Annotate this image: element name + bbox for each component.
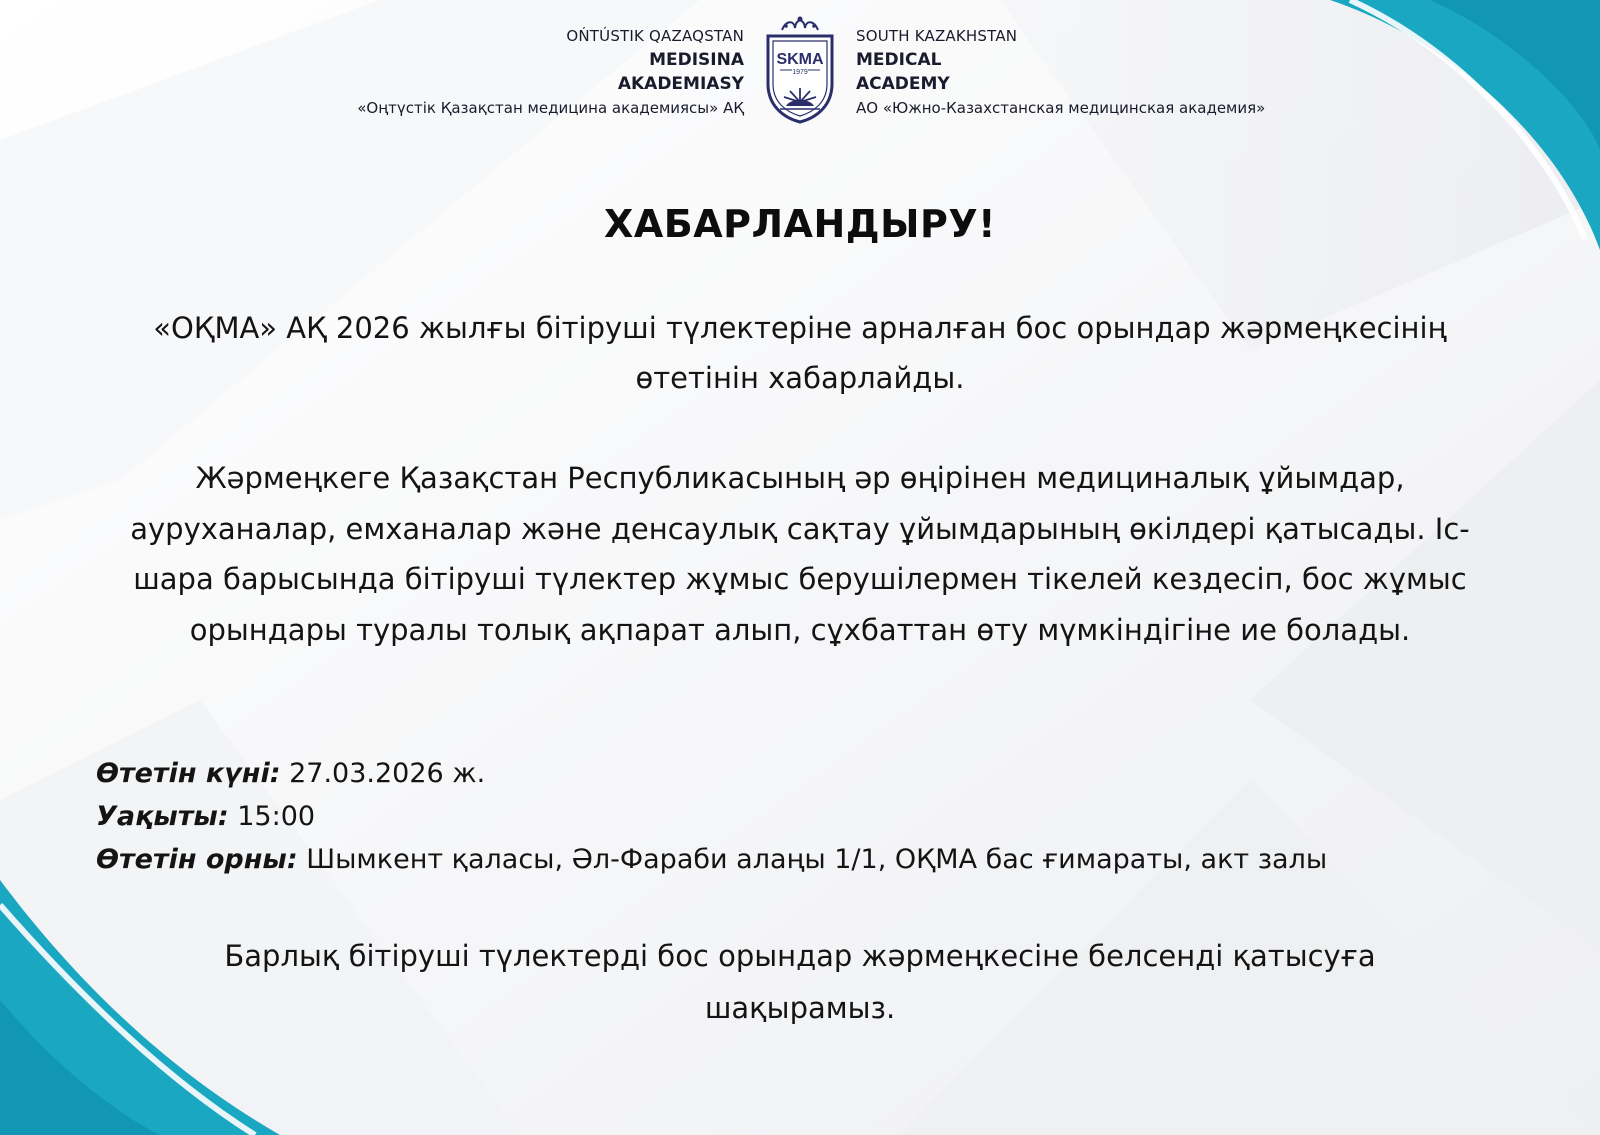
header-right-line4: АО «Южно-Казахстанская медицинская академия» xyxy=(856,99,1266,117)
date-row xyxy=(96,752,1327,795)
header-left-block xyxy=(357,24,744,120)
event-details xyxy=(96,752,1327,881)
header-left-line1: OŃTÚSTIK QAZAQSTAN xyxy=(566,27,744,45)
header xyxy=(0,0,1600,130)
header-left-line4: «Оңтүстік Қазақстан медицина академиясы» АҚ xyxy=(357,99,744,117)
header-left-line2: MEDISINA xyxy=(649,50,744,70)
place-label: Өтетін орны: xyxy=(96,844,298,875)
header-right-block xyxy=(856,24,1265,120)
intro-paragraph: «ОҚМА» АҚ 2026 жылғы бітіруші түлектеріне арналған бос орындар жәрмеңкесінің өтетінін хабарлайды. xyxy=(153,311,1447,395)
place-row xyxy=(96,838,1327,881)
time-row xyxy=(96,795,1327,838)
time-label: Уақыты: xyxy=(96,801,229,832)
header-right-line2: MEDICAL xyxy=(856,50,942,70)
announcement-title: ХАБАРЛАНДЫРУ! xyxy=(604,202,996,246)
date-value: 27.03.2026 ж. xyxy=(289,758,486,789)
date-label: Өтетін күні: xyxy=(96,758,281,789)
logo-name: SKMA xyxy=(776,51,824,68)
place-value: Шымкент қаласы, Әл-Фараби алаңы 1/1, ОҚМА бас ғимараты, акт залы xyxy=(306,844,1328,875)
header-right-line3: ACADEMY xyxy=(856,74,950,94)
header-right-line1: SOUTH KAZAKHSTAN xyxy=(856,27,1018,45)
logo-year: 1979 xyxy=(792,69,808,76)
description-paragraph: Жәрмеңкеге Қазақстан Республикасының әр өңірінен медициналық ұйымдар, ауруханалар, емханалар және денсаулық сақтау ұйымдарының өкілдері қатысады. Іс-шара барысында бітіруші түлектер жұмыс берушілермен тікелей кездесіп, бос жұмыс орындары туралы толық ақпарат алып, сұхбаттан өту мүмкіндігіне ие болады. xyxy=(130,461,1470,647)
header-left-line3: AKADEMIASY xyxy=(617,74,744,94)
skma-logo-icon xyxy=(762,14,838,124)
closing-paragraph: Барлық бітіруші түлектерді бос орындар жәрмеңкесіне белсенді қатысуға шақырамыз. xyxy=(224,939,1376,1025)
time-value: 15:00 xyxy=(237,801,316,832)
